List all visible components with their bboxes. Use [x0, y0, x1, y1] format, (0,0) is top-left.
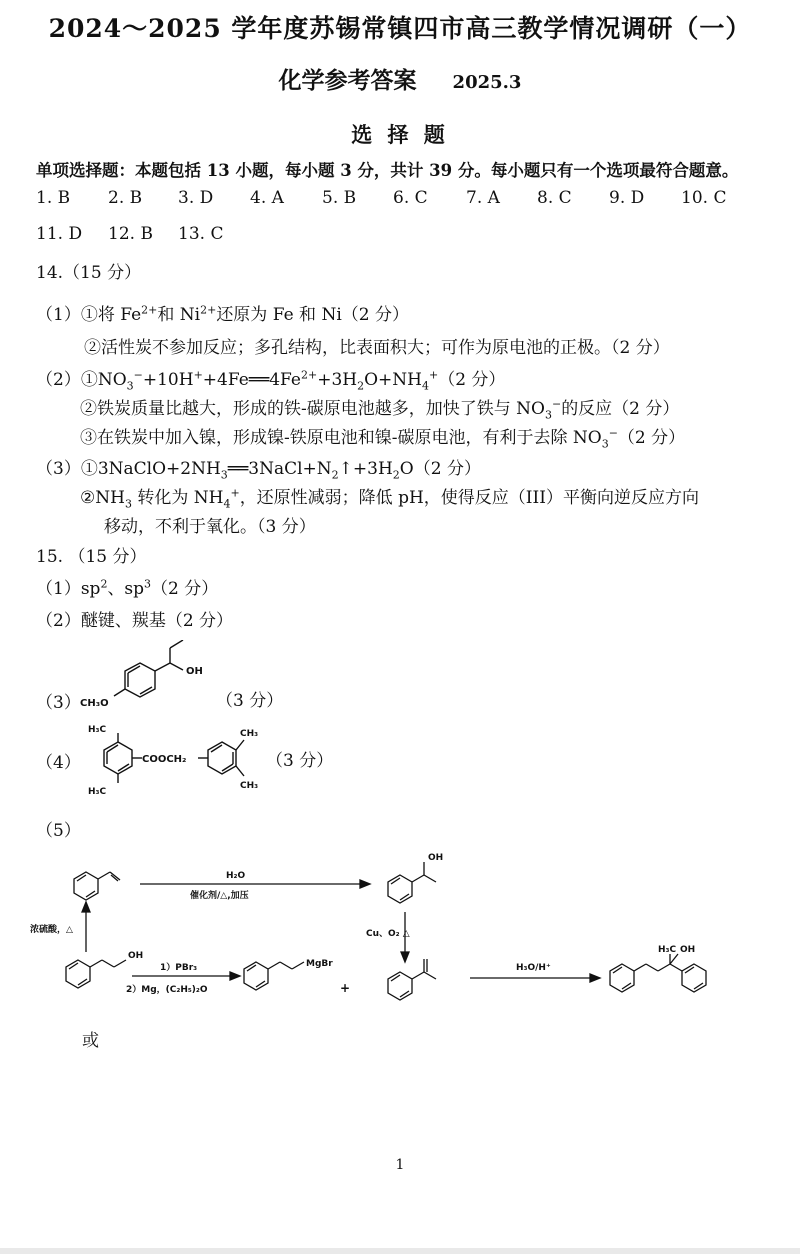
- mc-answer-9: 9. D: [609, 188, 645, 208]
- exam-title: 2024～2025 学年度苏锡常镇四市高三教学情况调研（一）: [48, 14, 752, 43]
- scheme-conc-label: 浓硫酸，△: [30, 925, 73, 935]
- mc-answer-8: 8. C: [537, 188, 572, 208]
- q15-1: $(1)sp^2$、$sp^3(2$ 分）: [36, 577, 219, 599]
- scheme-cu-o2-label: Cu、O₂ △: [366, 929, 410, 939]
- ch3o-label: CH₃O: [80, 698, 109, 709]
- subtitle-text: 化学参考答案: [278, 67, 417, 94]
- scheme-step2-label: 2）Mg，(C₂H₅)₂O: [126, 985, 208, 995]
- q15-2: （2）醚键、羰基（2 分）: [36, 611, 234, 631]
- mc-answer-10: 10. C: [681, 188, 727, 208]
- ester-label: COOCH₂: [142, 754, 187, 765]
- q15-3-score: （3 分）: [216, 691, 284, 711]
- ch3-bottom-label: CH₃: [240, 781, 259, 791]
- q15-3-label: （3）: [36, 693, 81, 713]
- q14-header: 14.（15 分）: [36, 263, 142, 283]
- mc-answer-2: 2. B: [108, 188, 143, 208]
- mc-answer-4: 4. A: [250, 188, 284, 208]
- q14-3-2: $②NH_3$ 转化为 $NH_4^+$，还原性减弱；降低 pH，使得反应（III）平衡向逆反应方向: [80, 486, 699, 511]
- q14-2-3: ③在铁炭中加入镍，形成镍-铁原电池和镍-碳原电池，有利于去除 $NO_3^-(2$ 分）: [80, 426, 686, 451]
- q15-4-score: （3 分）: [266, 751, 334, 771]
- scan-bottom-edge: [0, 1248, 800, 1254]
- q15-5-label: （5）: [36, 821, 81, 841]
- q15-4-structure: [80, 720, 270, 800]
- q15-4-label: （4）: [36, 753, 81, 773]
- scheme-h3c-label: H₃C: [658, 945, 677, 955]
- q14-2-2: ②铁炭质量比越大，形成的铁-碳原电池越多，加快了铁与 $NO_3^-$的反应（2 分）: [80, 397, 680, 422]
- mc-answer-13: 13. C: [178, 224, 224, 244]
- page-number: 1: [395, 1157, 405, 1173]
- q14-1-1: （1）①将 $Fe^{2+}$和 $Ni^{2+}$还原为 Fe 和 Ni（2 分）: [36, 303, 409, 325]
- scheme-h2o-label: H₂O: [226, 871, 246, 881]
- section-title: 选 择 题: [351, 122, 449, 147]
- q14-3-1: $(3)①3NaClO+2NH_3══3NaCl+N_2↑+3H_2O(2$ 分）: [36, 459, 481, 482]
- q15-header: 15. （15 分）: [36, 547, 147, 567]
- exam-date: 2025.3: [452, 72, 522, 93]
- mc-answer-1: 1. B: [36, 188, 71, 208]
- scheme-catalyst-label: 催化剂/△,加压: [190, 891, 249, 901]
- mc-answer-3: 3. D: [178, 188, 214, 208]
- h3c-top-label: H₃C: [88, 725, 107, 735]
- q14-3-3: 移动，不利于氧化。（3 分）: [104, 517, 316, 537]
- scheme-step1-label: 1）PBr₃: [160, 963, 198, 973]
- scheme-h3o-label: H₃O/H⁺: [516, 963, 551, 973]
- alternative-or: 或: [82, 1031, 99, 1051]
- scheme-plus-sign: +: [340, 981, 351, 995]
- scheme-oh2-label: OH: [128, 951, 144, 961]
- q15-3-structure: [80, 640, 220, 720]
- q14-1-2: ②活性炭不参加反应；多孔结构，比表面积大；可作为原电池的正极。（2 分）: [84, 338, 670, 358]
- scheme-mgbr-label: MgBr: [306, 959, 333, 969]
- mc-answer-11: 11. D: [36, 224, 83, 244]
- scheme-oh-label: OH: [428, 853, 444, 863]
- mc-answer-5: 5. B: [322, 188, 357, 208]
- ch3-top-label: CH₃: [240, 729, 259, 739]
- answer-subtitle: [0, 67, 800, 94]
- scheme-product-oh-label: OH: [680, 945, 696, 955]
- q14-2-1: $(2)①NO_3^-+10H^++4Fe══4Fe^{2+}+3H_2O+NH_4^+(2$ 分）: [36, 368, 506, 393]
- mc-answer-7: 7. A: [466, 188, 500, 208]
- mc-instruction: 单项选择题：本题包括 13 小题，每小题 3 分，共计 39 分。每小题只有一个选项最符合题意。: [36, 161, 739, 180]
- mc-answer-6: 6. C: [393, 188, 428, 208]
- h3c-bottom-label: H₃C: [88, 787, 107, 797]
- synthesis-scheme: [30, 840, 770, 1015]
- oh-label: OH: [186, 666, 203, 677]
- mc-answer-12: 12. B: [108, 224, 153, 244]
